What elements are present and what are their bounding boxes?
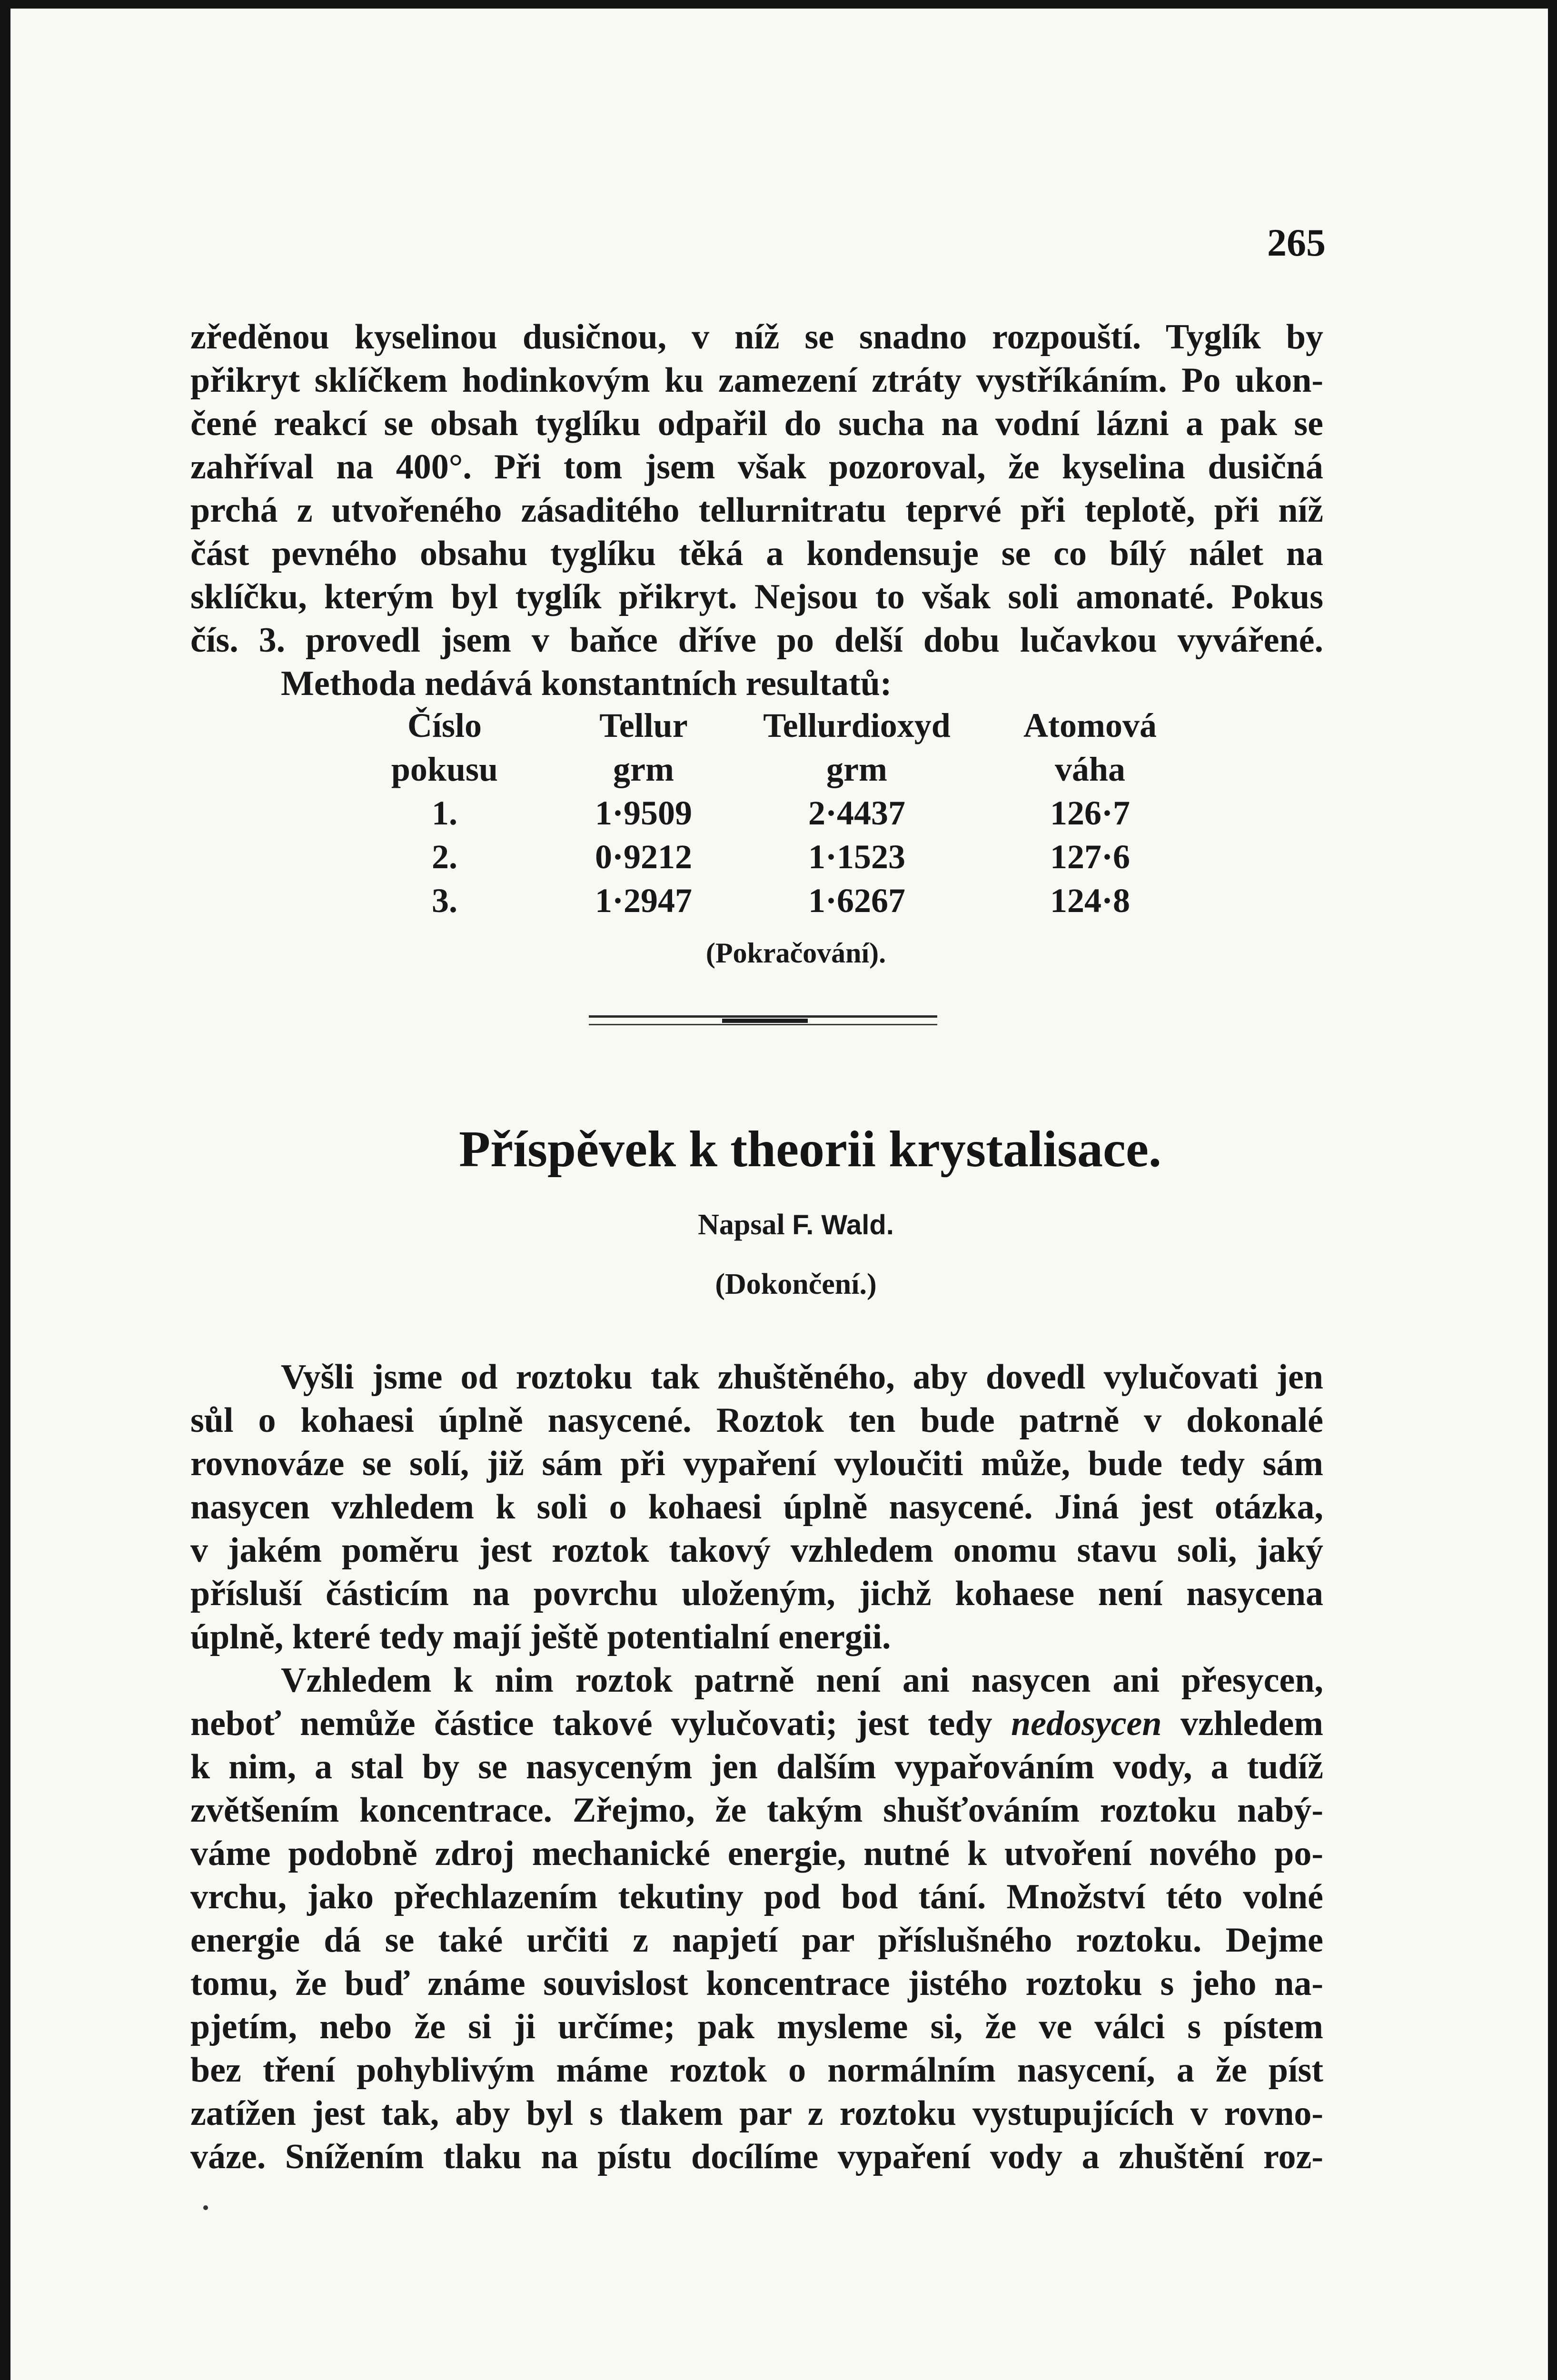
text-line: pjetím, nebo že si ji určíme; pak mysleme si, že ve válci s pístem <box>190 2007 1323 2046</box>
text-line: tomu, že buď známe souvislost koncentrace jistého roztoku s jeho na- <box>190 1964 1323 2003</box>
text-line: zahříval na 400°. Při tom jsem však pozoroval, že kyselina dusičná <box>190 447 1323 486</box>
text-line: Vyšli jsme od roztoku tak zhuštěného, aby dovedl vylučovati jen <box>281 1358 1323 1397</box>
book-page <box>10 9 1548 2380</box>
header-cell: grm <box>826 750 887 788</box>
text-line: čís. 3. provedl jsem v baňce dříve po delší dobu lučavkou vyvářené. <box>190 621 1323 660</box>
divider-rule <box>589 1024 937 1025</box>
article-subnote: (Dokončení.) <box>715 1268 877 1300</box>
print-speck <box>203 2205 208 2210</box>
header-cell: váha <box>1054 750 1126 788</box>
text-line: přikryt sklíčkem hodinkovým ku zamezení ztráty vystříkáním. Po ukon- <box>190 361 1323 400</box>
text-line: sůl o kohaesi úplně nasycené. Roztok ten bude patrně v dokonalé <box>190 1401 1323 1440</box>
text-line: sklíčku, kterým byl tyglík přikryt. Nejsou to však soli amonaté. Pokus <box>190 577 1323 616</box>
table-cell: 3. <box>432 882 457 920</box>
header-cell: Číslo <box>407 706 482 744</box>
article-body <box>190 1356 1323 2179</box>
text-line: bez tření pohyblivým máme roztok o normálním nasycení, a že píst <box>190 2051 1323 2090</box>
text-line: rovnováze se solí, již sám při vypaření vyloučiti může, bude tedy sám <box>190 1444 1323 1483</box>
table-row <box>10 879 1548 922</box>
article-title: Příspěvek k theorii krystalisace. <box>459 1121 1161 1178</box>
divider-rule <box>722 1019 808 1023</box>
table-header-row <box>10 747 1548 791</box>
text-line: část pevného obsahu tyglíku těká a kondensuje se co bílý nálet na <box>190 534 1323 573</box>
italic-term: nedosycen <box>1011 1704 1162 1743</box>
text-line: přísluší částicím na povrchu uloženým, jichž kohaese není nasycena <box>190 1574 1323 1613</box>
text-line: prchá z utvořeného zásaditého tellurnitratu teprvé při teplotě, při níž <box>190 491 1323 530</box>
text-line: zatížen jest tak, aby byl s tlakem par z roztoku vystupujících v rovno- <box>190 2094 1323 2133</box>
text-line: zředěnou kyselinou dusičnou, v níž se snadno rozpouští. Tyglík by <box>190 317 1323 357</box>
text-fragment: neboť nemůže částice takové vylučovati; jest tedy <box>190 1704 992 1743</box>
header-cell: Atomová <box>1023 706 1157 744</box>
continued-note: (Pokračování). <box>705 937 886 969</box>
text-line: Methoda nedává konstantních resultatů: <box>281 664 892 703</box>
text-line: váze. Snížením tlaku na pístu docílíme vypaření vody a zhuštění roz- <box>190 2137 1323 2176</box>
table-cell: 2·4437 <box>808 794 905 832</box>
header-cell: pokusu <box>391 750 498 788</box>
section-divider <box>589 1015 937 1026</box>
text-line: váme podobně zdroj mechanické energie, nutné k utvoření nového po- <box>190 1834 1323 1873</box>
table-cell: 1·2947 <box>595 882 692 920</box>
text-line: k nim, a stal by se nasyceným jen dalším vypařováním vody, a tudíž <box>190 1747 1323 1786</box>
header-cell: grm <box>613 750 674 788</box>
table-cell: 127·6 <box>1050 838 1130 876</box>
header-cell: Tellur <box>599 706 688 744</box>
table-cell: 1·1523 <box>808 838 905 876</box>
text-line: energie dá se také určiti z napjetí par příslušného roztoku. Dejme <box>190 1921 1323 1960</box>
table-cell: 1·9509 <box>595 794 692 832</box>
table-cell: 1·6267 <box>808 882 905 920</box>
table-cell: 126·7 <box>1050 794 1130 832</box>
text-line: zvětšením koncentrace. Zřejmo, že takým shušťováním roztoku nabý- <box>190 1791 1323 1830</box>
table-cell: 0·9212 <box>595 838 692 876</box>
table-row <box>10 791 1548 835</box>
divider-rule <box>589 1015 937 1018</box>
text-line: vrchu, jako přechlazením tekutiny pod bod tání. Množství této volné <box>190 1877 1323 1916</box>
header-cell: Tellurdioxyd <box>763 706 951 744</box>
table-header-row <box>10 704 1548 747</box>
paragraph-1 <box>190 316 1323 705</box>
page-number: 265 <box>1267 221 1326 264</box>
text-line: čené reakcí se obsah tyglíku odpařil do sucha na vodní lázni a pak se <box>190 404 1323 443</box>
text-line <box>190 1702 1323 1745</box>
table-cell: 2. <box>432 838 457 876</box>
text-fragment: vzhledem <box>1180 1704 1323 1743</box>
byline <box>10 1208 1548 1242</box>
text-line: úplně, které tedy mají ještě potentialní energii. <box>190 1617 891 1656</box>
byline-prefix: Napsal <box>698 1209 785 1241</box>
table-cell: 124·8 <box>1050 882 1130 920</box>
text-line: Vzhledem k nim roztok patrně není ani nasycen ani přesycen, <box>281 1661 1323 1700</box>
table-row <box>10 835 1548 879</box>
table-cell: 1. <box>432 794 457 832</box>
text-line: v jakém poměru jest roztok takový vzhledem onomu stavu soli, jaký <box>190 1531 1323 1570</box>
author-name: F. Wald. <box>792 1210 894 1240</box>
text-line: nasycen vzhledem k soli o kohaesi úplně nasycené. Jiná jest otázka, <box>190 1488 1323 1527</box>
